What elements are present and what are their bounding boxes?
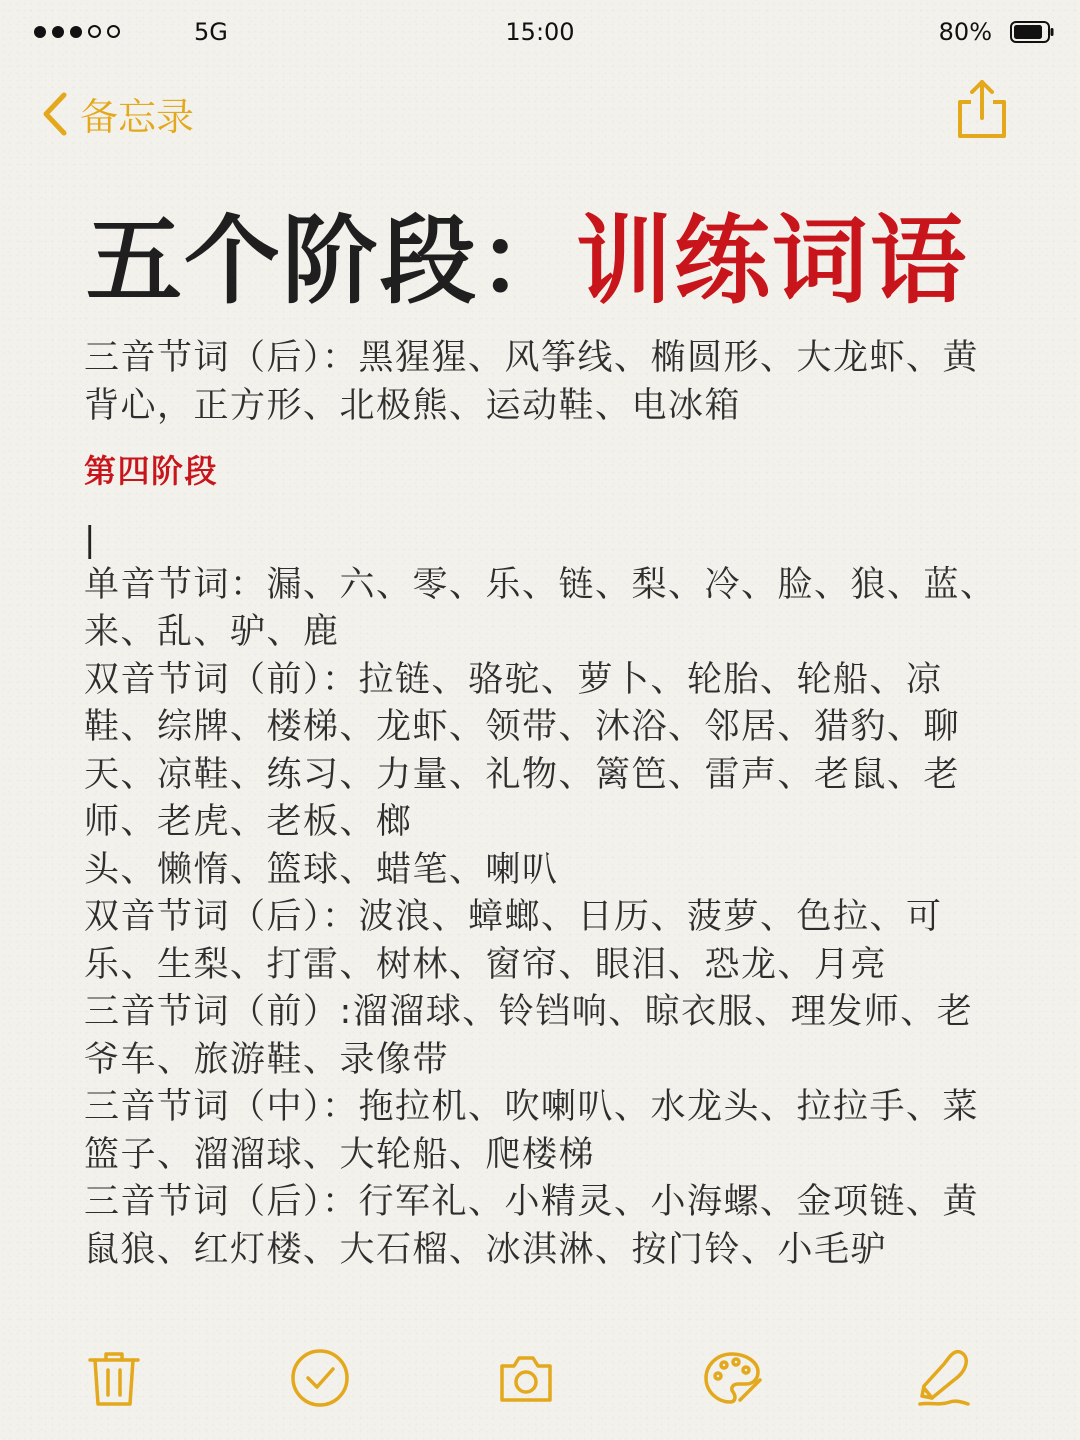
- text-cursor: |: [84, 519, 97, 560]
- note-line: 单音节词：漏、六、零、乐、链、梨、冷、脸、狼、蓝、来、乱、驴、鹿: [84, 564, 997, 652]
- note-title-part2: 训练词语: [576, 205, 968, 317]
- note-body[interactable]: [84, 335, 1004, 1274]
- note-line: 三音节词（后）：黑猩猩、风筝线、椭圆形、大龙虾、黄背心，正方形、北极熊、运动鞋、电冰箱: [84, 338, 980, 426]
- camera-icon[interactable]: [494, 1346, 558, 1410]
- chevron-left-icon: [40, 91, 70, 137]
- palette-icon[interactable]: [700, 1346, 764, 1410]
- note-title-part1: 五个阶段：: [86, 205, 576, 317]
- network-type: 5G: [194, 18, 228, 46]
- note-line: 三音节词（后）：行军礼、小精灵、小海螺、金项链、黄鼠狼、红灯楼、大石榴、冰淇淋、按门铃、小毛驴: [84, 1182, 980, 1270]
- note-title: [86, 185, 968, 322]
- clock: 15:00: [505, 18, 575, 46]
- checklist-icon[interactable]: [288, 1346, 352, 1410]
- note-line: 双音节词（后）：波浪、蟑螂、日历、菠萝、色拉、可乐、生梨、打雷、树林、窗帘、眼泪、恐龙、月亮: [84, 897, 943, 985]
- back-button[interactable]: [40, 86, 194, 141]
- share-icon[interactable]: [954, 78, 1010, 142]
- note-line: 头、懒惰、篮球、蜡笔、喇叭: [84, 849, 559, 890]
- bottom-toolbar: [0, 1346, 1080, 1416]
- pen-icon[interactable]: [910, 1346, 974, 1410]
- battery-percentage: 80%: [938, 18, 992, 46]
- note-line: 三音节词（中）：拖拉机、吹喇叭、水龙头、拉拉手、菜篮子、溜溜球、大轮船、爬楼梯: [84, 1087, 980, 1175]
- trash-icon[interactable]: [82, 1346, 146, 1410]
- back-button-label: 备忘录: [80, 95, 195, 139]
- note-line: 双音节词（前）：拉链、骆驼、萝卜、轮胎、轮船、凉鞋、综牌、楼梯、龙虾、领带、沐浴、邻居、猎豹、聊天、凉鞋、练习、力量、礼物、篱笆、雷声、老鼠、老师、老虎、老板、榔: [84, 659, 961, 842]
- note-line: 三音节词（前）:溜溜球、铃铛响、晾衣服、理发师、老爷车、旅游鞋、录像带: [84, 992, 974, 1080]
- section-heading: 第四阶段: [84, 452, 219, 490]
- battery-icon: [1010, 21, 1054, 43]
- navigation-bar: [0, 78, 1080, 148]
- status-bar: [0, 0, 1080, 70]
